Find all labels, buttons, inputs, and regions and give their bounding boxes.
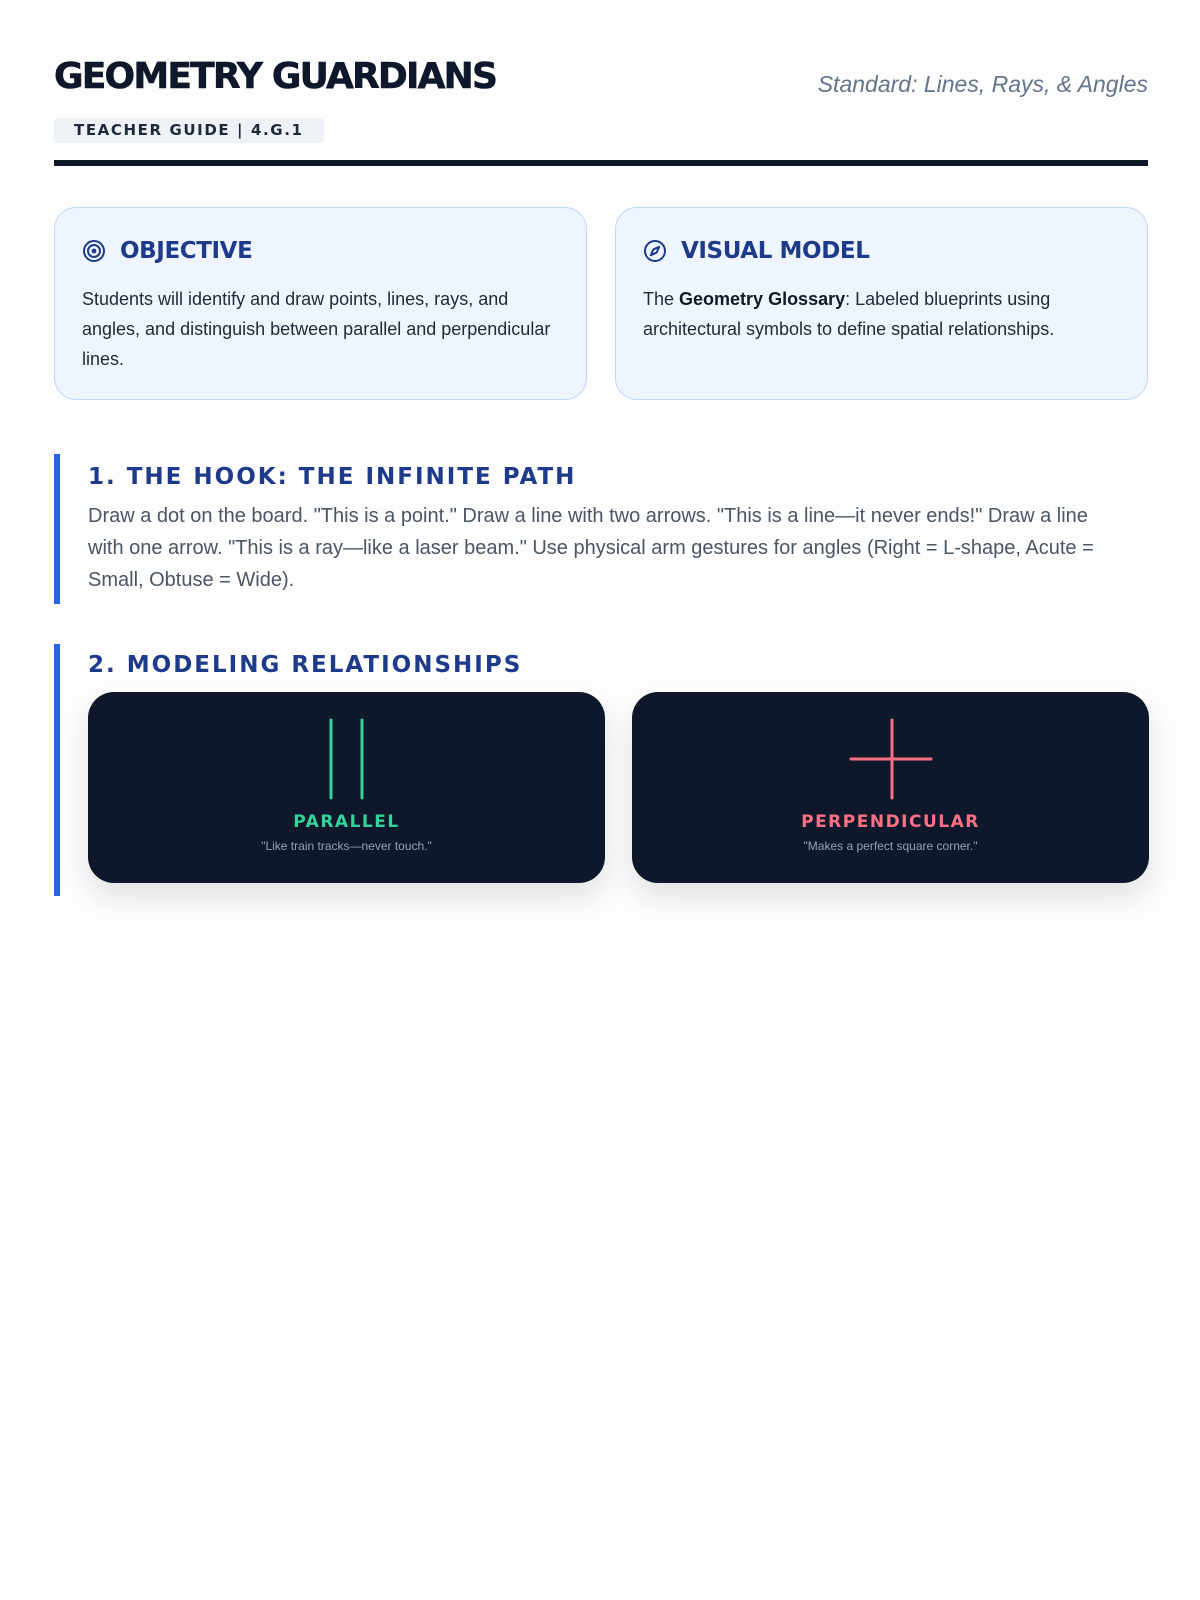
- perpendicular-caption: "Makes a perfect square corner.": [803, 839, 978, 853]
- standard-label: Standard: Lines, Rays, & Angles: [817, 71, 1148, 97]
- header-divider: [54, 160, 1148, 166]
- page-title: GEOMETRY GUARDIANS: [54, 56, 497, 97]
- compass-icon: [643, 239, 667, 263]
- hook-section-text: Draw a dot on the board. "This is a point." Draw a line with two arrows. "This is a line—it never ends!" Draw a line with one arrow. "This is a ray—like a laser beam." Use physical arm gestures for angles (Right = L-shape, Acute = Small, Obtuse = Wide).: [88, 505, 1094, 591]
- modeling-section: [54, 644, 1148, 896]
- visual-model-title: VISUAL MODEL: [681, 238, 870, 264]
- objective-text: Students will identify and draw points, lines, rays, and angles, and distinguish between parallel and perpendicular lines.: [82, 289, 551, 369]
- geometry-glossary-term: Geometry Glossary: [679, 289, 846, 309]
- parallel-card: [88, 692, 605, 883]
- hook-section: [54, 454, 1148, 604]
- perpendicular-card: [632, 692, 1149, 883]
- page-header: [54, 0, 1148, 168]
- objective-card-header: [82, 238, 559, 264]
- objective-card: [54, 207, 587, 400]
- guide-badge: TEACHER GUIDE | 4.G.1: [54, 118, 324, 143]
- visual-model-text: [643, 284, 1120, 344]
- visual-model-card-header: [643, 238, 1120, 264]
- info-cards: [54, 207, 1148, 400]
- visual-model-text-suffix: : Labeled blueprints using architectural symbols to define spatial relationships.: [643, 289, 1055, 339]
- objective-title: OBJECTIVE: [120, 238, 253, 264]
- modeling-section-title: 2. MODELING RELATIONSHIPS: [88, 652, 523, 678]
- relationship-cards: [88, 692, 1148, 884]
- parallel-caption: "Like train tracks—never touch.": [261, 839, 432, 853]
- parallel-lines-icon: [88, 692, 605, 883]
- visual-model-text-prefix: The: [643, 289, 680, 309]
- perpendicular-lines-icon: [632, 692, 1149, 883]
- target-icon: [82, 239, 106, 263]
- teacher-guide-page: [54, 0, 1148, 853]
- parallel-label: PARALLEL: [293, 812, 400, 832]
- perpendicular-label: PERPENDICULAR: [801, 812, 980, 832]
- visual-model-card: [615, 207, 1148, 400]
- hook-section-title: 1. THE HOOK: THE INFINITE PATH: [88, 464, 577, 490]
